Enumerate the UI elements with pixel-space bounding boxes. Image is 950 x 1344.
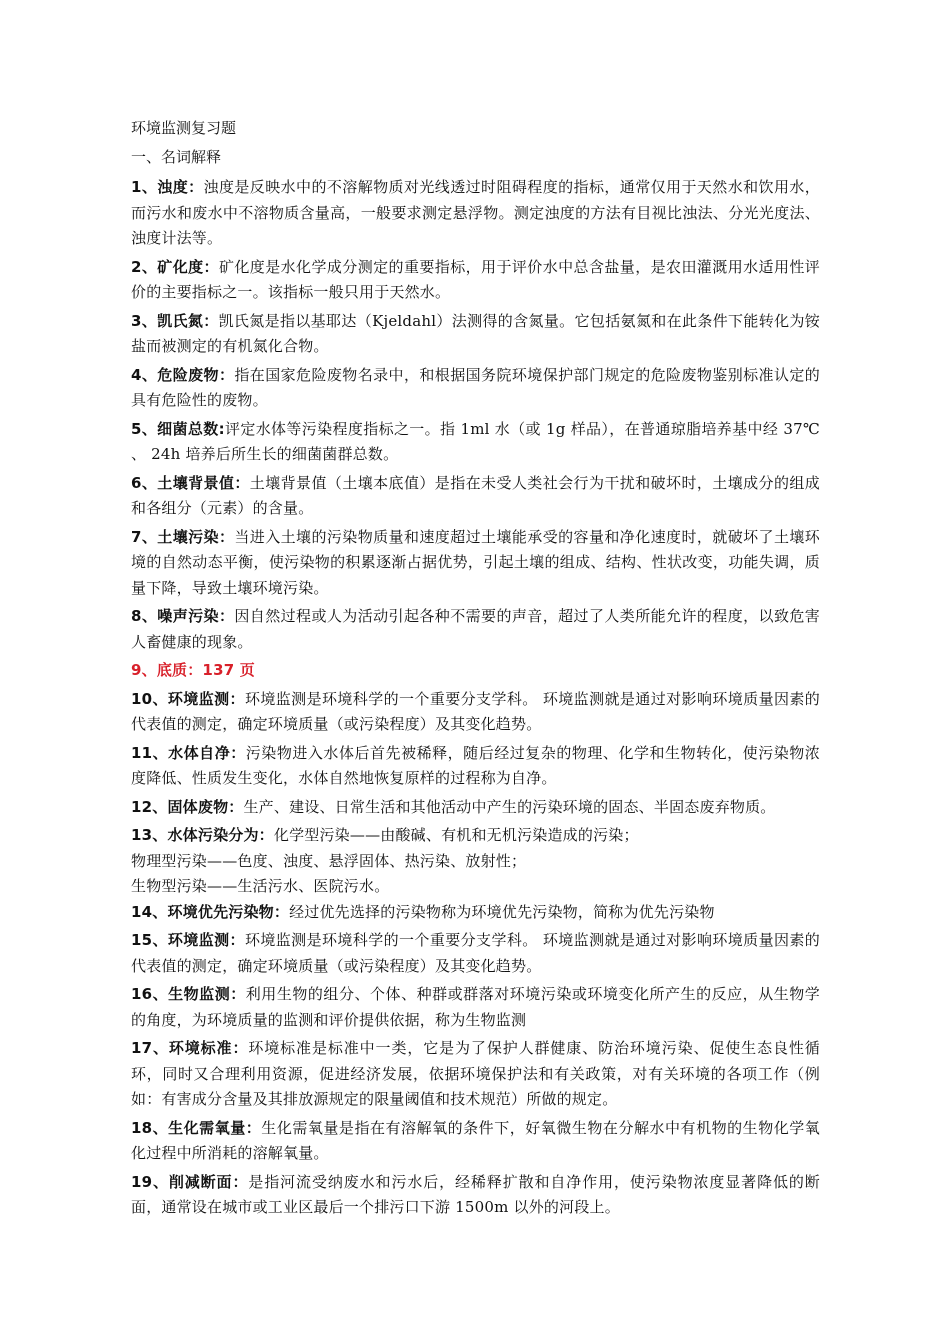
definition-term: 2、矿化度： (131, 257, 219, 276)
definition-entry-8 (131, 604, 820, 655)
definition-text: 浊度是反映水中的不溶解物质对光线透过时阻碍程度的指标，通常仅用于天然水和饮用水，而污水和废水中不溶物质含量高，一般要求测定悬浮物。测定浊度的方法有目视比浊法、分光光度法、浊度计法等。 (131, 178, 820, 247)
definition-entry-3 (131, 309, 820, 360)
definition-text: 矿化度是水化学成分测定的重要指标，用于评价水中总含盐量，是农田灌溉用水适用性评价的主要指标之一。该指标一般只用于天然水。 (131, 257, 821, 301)
definition-entry-10 (131, 687, 820, 738)
definition-term: 4、危险废物： (131, 365, 235, 384)
definition-entry-17 (131, 1036, 820, 1113)
pollution-line-physical: 物理型污染——色度、浊度、悬浮固体、热污染、放射性； (131, 851, 527, 870)
definition-term: 18、生化需氧量： (131, 1118, 262, 1137)
definition-term: 19、削减断面： (131, 1172, 249, 1191)
definition-entry-11 (131, 741, 820, 792)
definition-entry-14 (131, 900, 820, 926)
definition-entry-6 (131, 471, 820, 522)
definition-term: 13、水体污染分为： (131, 826, 274, 844)
definition-text: 指在国家危险废物名录中，和根据国务院环境保护部门规定的危险废物鉴别标准认定的具有危险性的废物。 (131, 365, 820, 409)
definition-text: 当进入土壤的污染物质量和速度超过土壤能承受的容量和净化速度时，就破坏了土壤环境的自然动态平衡，使污染物的积累逐渐占据优势，引起土壤的组成、结构、性状改变，功能失调，质量下降，导致土壤环境污染。 (131, 527, 820, 597)
definition-term: 16、生物监测： (131, 985, 246, 1003)
document-title: 环境监测复习题 (131, 119, 237, 137)
definition-text: 污染物进入水体后首先被稀释，随后经过复杂的物理、化学和生物转化，使污染物浓度降低、性质发生变化，水体自然地恢复原样的过程称为自净。 (131, 743, 820, 787)
definition-entry-16 (131, 982, 820, 1033)
definition-term: 10、环境监测： (131, 689, 245, 708)
definition-entry-1 (131, 175, 820, 252)
definition-term: 5、细菌总数: (131, 419, 225, 438)
definition-term: 7、土壤污染： (131, 527, 235, 546)
definition-term: 6、土壤背景值： (131, 473, 250, 492)
definition-term: 11、水体自净： (131, 743, 246, 762)
definition-text: 生产、建设、日常生活和其他活动中产生的污染环境的固态、半固态废弃物质。 (243, 797, 776, 816)
definition-term: 14、环境优先污染物： (131, 902, 290, 921)
definition-text: 凯氏氮是指以基耶达（Kjeldahl）法测得的含氮量。它包括氨氮和在此条件下能转化为铵盐而被测定的有机氮化合物。 (131, 311, 821, 355)
definition-term: 3、凯氏氮： (131, 311, 219, 330)
definition-entry-19 (131, 1170, 820, 1221)
definition-entry-12 (131, 795, 820, 821)
definition-term: 8、噪声污染： (131, 607, 235, 625)
definition-text: 评定水体等污染程度指标之一。指 1ml 水（或 1g 样品），在普通琼脂培养基中经 37℃ 、 24h 培养后所生长的细菌菌群总数。 (131, 419, 821, 463)
definition-text: 利用生物的组分、个体、种群或群落对环境污染或环境变化所产生的反应，从生物学的角度，为环境质量的监测和评价提供依据，称为生物监测 (131, 985, 820, 1029)
definition-entry-5 (131, 417, 820, 468)
definition-term: 15、环境监测： (131, 931, 245, 949)
definition-term: 1、浊度： (131, 178, 204, 196)
definition-text: 是指河流受纳废水和污水后，经稀释扩散和自净作用，使污染物浓度显著降低的断面，通常设在城市或工业区最后一个排污口下游 1500m 以外的河段上。 (131, 1172, 820, 1216)
definition-text: 环境监测是环境科学的一个重要分支学科。 环境监测就是通过对影响环境质量因素的代表值的测定，确定环境质量（或污染程度）及其变化趋势。 (131, 689, 820, 733)
definition-entry-9-highlighted (131, 658, 820, 684)
definition-entry-2 (131, 255, 820, 306)
definition-text: 环境标准是标准中一类，它是为了保护人群健康、防治环境污染、促使生态良性循环，同时又合理利用资源，促进经济发展，依据环境保护法和有关政策，对有关环境的各项工作（例如：有害成分含量及其排放源规定的限量阈值和技术规范）所做的规定。 (131, 1039, 820, 1108)
definition-text: 化学型污染——由酸碱、有机和无机污染造成的污染； (273, 826, 639, 844)
definition-term: 17、环境标准： (131, 1039, 249, 1057)
definition-entry-15 (131, 928, 820, 979)
definition-term: 9、底质：137 页 (131, 661, 255, 679)
definition-entry-7 (131, 525, 820, 602)
definition-text: 经过优先选择的污染物称为环境优先污染物，简称为优先污染物 (289, 902, 715, 921)
definition-entry-4 (131, 363, 820, 414)
definition-text: 环境监测是环境科学的一个重要分支学科。 环境监测就是通过对影响环境质量因素的代表值的测定，确定环境质量（或污染程度）及其变化趋势。 (131, 931, 820, 975)
definition-text: 土壤背景值（土壤本底值）是指在未受人类社会行为干扰和破坏时，土壤成分的组成和各组分（元素）的含量。 (131, 473, 820, 517)
definition-text: 因自然过程或人为活动引起各种不需要的声音，超过了人类所能允许的程度，以致危害人畜健康的现象。 (131, 607, 820, 651)
pollution-line-biological: 生物型污染——生活污水、医院污水。 (131, 877, 390, 895)
section-heading: 一、名词解释 (131, 148, 222, 166)
definition-term: 12、固体废物： (131, 797, 244, 816)
definition-entry-18 (131, 1116, 820, 1167)
definition-entry-13 (131, 823, 820, 900)
definition-text: 生化需氧量是指在有溶解氧的条件下，好氧微生物在分解水中有机物的生物化学氧化过程中所消耗的溶解氧量。 (131, 1118, 820, 1162)
